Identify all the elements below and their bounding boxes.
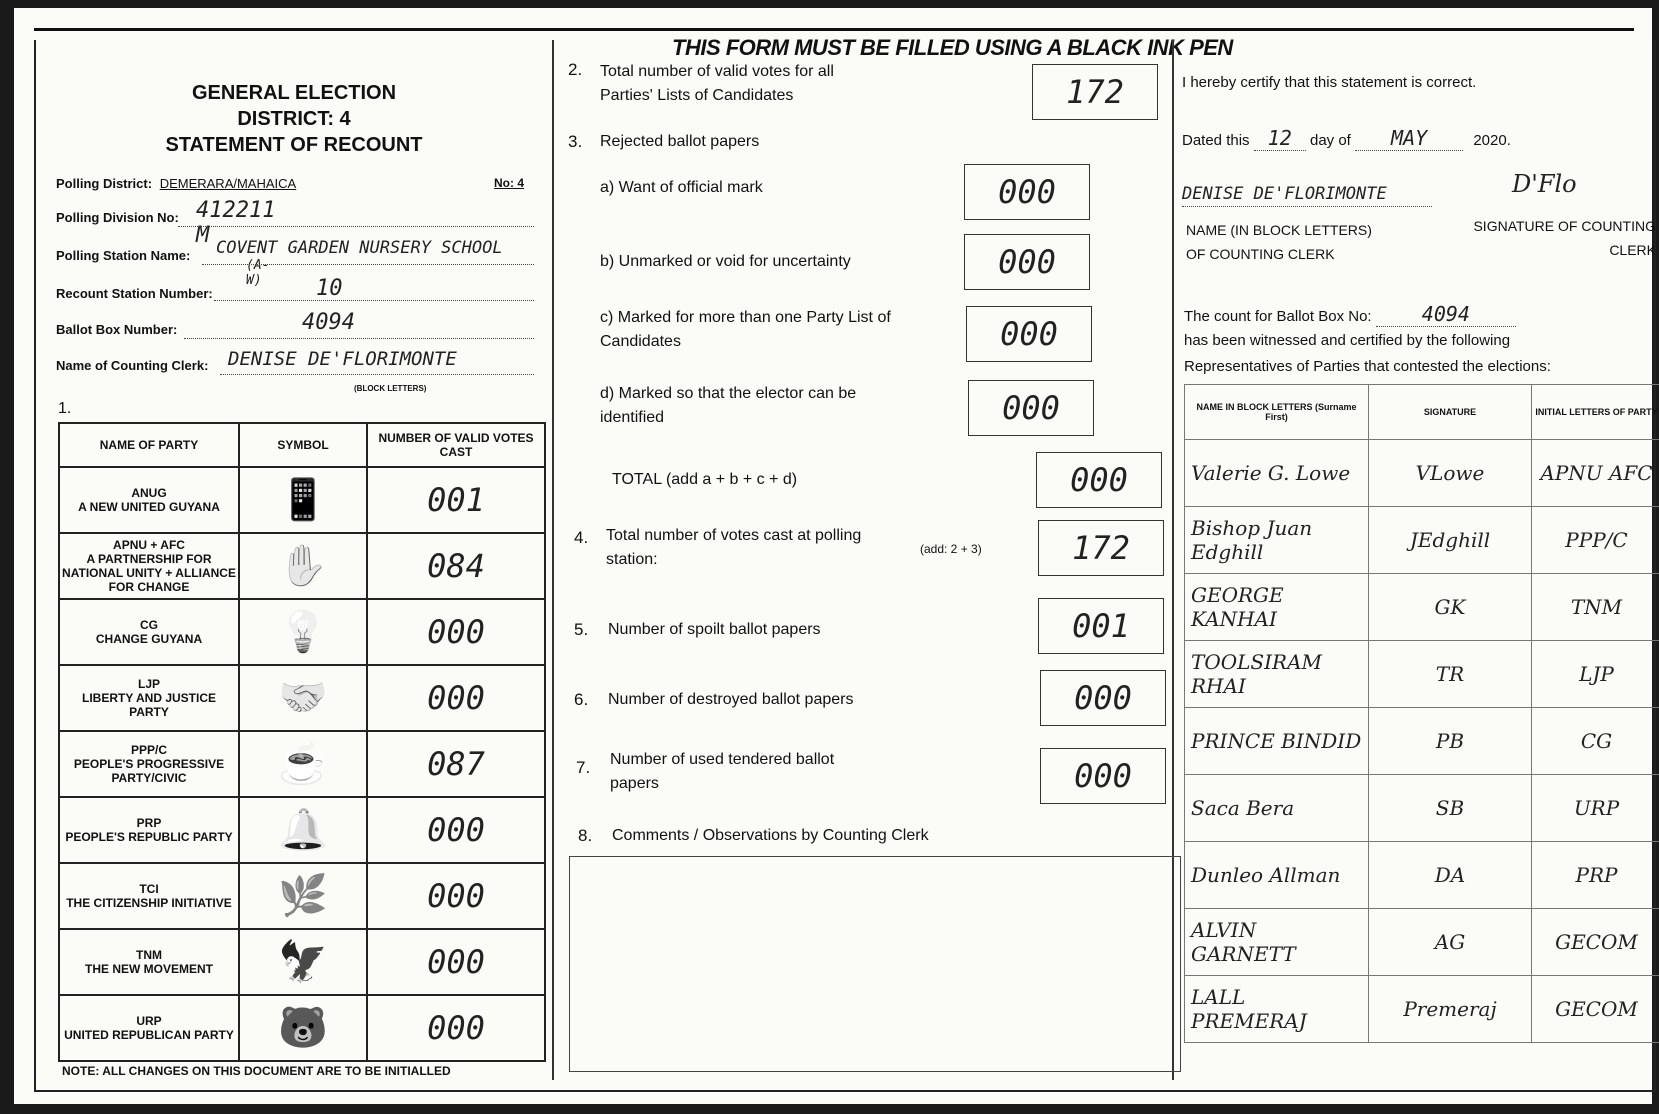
item-2-number: 2. [568,60,583,79]
recount-station-line [214,300,534,301]
party-abbr: LJP [137,677,160,691]
recount-station-value: 10 [316,276,343,301]
dated-label: Dated this [1182,132,1250,149]
item-4-line-2: station: [606,551,658,568]
item-3b-label: b) Unmarked or void for uncertainty [600,253,851,270]
item-4-value-box: 172 [1038,520,1164,576]
party-row [59,863,545,929]
section-1-number: 1. [58,400,72,417]
clerk-signature: D'Flo [1512,170,1577,198]
rep-party: APNU AFC [1532,440,1659,507]
party-votes-cell: 000 [367,599,545,665]
item-3d-line-1: d) Marked so that the elector can be [600,385,857,402]
party-name-cell [59,797,239,863]
rep-name: ALVIN GARNETT [1185,909,1369,976]
ballot-box-line [184,338,534,339]
party-full-name: THE CITIZENSHIP INITIATIVE [66,896,232,910]
rep-signature: JEdghill [1369,507,1532,574]
total-label: TOTAL (add a + b + c + d) [612,471,798,488]
dated-year: 2020. [1473,132,1511,149]
party-full-name: PEOPLE'S PROGRESSIVE PARTY/CIVIC [73,757,225,785]
polling-division-field [56,198,276,248]
header-party-name: NAME OF PARTY [59,423,239,467]
district-number: No: 4 [494,176,524,190]
rep-name: TOOLSIRAM RHAI [1185,641,1369,708]
party-full-name: UNITED REPUBLICAN PARTY [64,1028,234,1042]
polling-division-label: Polling Division No: [56,210,179,225]
party-votes-cell: 001 [367,467,545,533]
header-rep-party: INITIAL LETTERS OF PARTY [1532,385,1659,440]
rep-name: Valerie G. Lowe [1185,440,1369,507]
party-votes-cell: 000 [367,863,545,929]
item-3c-value-box: 000 [966,306,1092,362]
header-votes: NUMBER OF VALID VOTES CAST [367,423,545,467]
party-symbol-cell [239,665,367,731]
dated-row [1182,126,1511,150]
representatives-table [1184,384,1659,1043]
polling-station-label: Polling Station Name: [56,248,191,263]
party-abbr: CG [140,618,158,632]
party-votes-cell: 000 [367,929,545,995]
party-row [59,995,545,1061]
count-ballot-box-value: 4094 [1376,302,1516,327]
party-votes-cell: 000 [367,797,545,863]
rep-row [1185,574,1659,641]
party-row [59,665,545,731]
witness-statement [1184,328,1551,380]
rep-signature: VLowe [1369,440,1532,507]
party-row [59,533,545,599]
party-name-cell [59,467,239,533]
party-name-cell [59,995,239,1061]
polling-station-line [202,264,534,265]
party-symbol-cell [239,599,367,665]
foliage-icon: 🌿 [278,874,328,918]
count-ballot-box-row [1184,302,1516,326]
item-7-value-box: 000 [1040,748,1166,804]
item-3a-value-box: 000 [964,164,1090,220]
rep-signature: GK [1369,574,1532,641]
rep-signature: SB [1369,775,1532,842]
witness-line-2: Representatives of Parties that contested the elections: [1184,358,1551,375]
clerk-name-caption-2: OF COUNTING CLERK [1186,246,1335,262]
eagle-icon: 🦅 [278,940,328,984]
party-full-name: CHANGE GUYANA [95,632,203,646]
reps-header [1185,385,1659,440]
animal-icon: 🐻 [278,1006,328,1050]
item-5-value-box: 001 [1038,598,1164,654]
party-votes-cell: 087 [367,731,545,797]
rep-signature: PB [1369,708,1532,775]
party-abbr: PPP/C [130,743,167,757]
polling-division-line [178,226,534,227]
mobile-phone-icon: 📱 [278,478,328,522]
rep-signature: Premeraj [1369,976,1532,1043]
party-abbr: PRP [136,816,162,830]
count-ballot-box-label: The count for Ballot Box No: [1184,308,1372,325]
party-abbr: TNM [136,948,162,962]
party-votes-cell: 084 [367,533,545,599]
rep-row [1185,641,1659,708]
dated-month: MAY [1355,126,1463,151]
column-divider-left [552,40,554,1080]
party-votes-cell: 000 [367,665,545,731]
item-2-line-2: Parties' Lists of Candidates [600,87,794,104]
clerk-name-caption [1186,218,1372,266]
certify-text: I hereby certify that this statement is correct. [1182,74,1477,91]
item-3c-line-1: c) Marked for more than one Party List of [600,309,891,326]
rep-party: GECOM [1532,976,1659,1043]
polling-district-value: DEMERARA/MAHAICA [159,176,297,191]
rep-party: LJP [1532,641,1659,708]
item-8-label: Comments / Observations by Counting Clerk [612,827,929,844]
witness-line-1: has been witnessed and certified by the following [1184,332,1511,349]
rep-name: PRINCE BINDID [1185,708,1369,775]
title-line-1: GENERAL ELECTION [191,82,397,104]
handshake-icon: 🤝 [278,676,328,720]
item-3d-line-2: identified [600,409,665,426]
party-symbol-cell [239,995,367,1061]
rep-signature: TR [1369,641,1532,708]
clerk-sig-caption-1: SIGNATURE OF COUNTING [1473,218,1656,234]
bell-icon: 🔔 [278,808,328,852]
rep-name: GEORGE KANHAI [1185,574,1369,641]
item-5-label: Number of spoilt ballot papers [608,621,821,638]
rep-party: GECOM [1532,909,1659,976]
party-symbol-cell [239,797,367,863]
clerk-sig-caption [1424,214,1656,262]
party-abbr: APNU + AFC [113,538,185,552]
item-6-number: 6. [574,690,589,709]
rep-name: Saca Bera [1185,775,1369,842]
item-3-label: Rejected ballot papers [600,133,760,150]
item-5-number: 5. [574,620,589,639]
party-name-cell [59,533,239,599]
rep-signature: DA [1369,842,1532,909]
party-row [59,467,545,533]
party-row [59,731,545,797]
polling-division-value: 412211 M [196,198,276,248]
party-abbr: ANUG [131,486,167,500]
party-full-name: THE NEW MOVEMENT [85,962,213,976]
rep-name: LALL PREMERAJ [1185,976,1369,1043]
item-3d-value-box: 000 [968,380,1094,436]
party-name-cell [59,599,239,665]
item-4-label [606,524,861,572]
polling-station-value: COVENT GARDEN NURSERY SCHOOL [216,238,503,258]
item-2-line-1: Total number of valid votes for all [600,63,834,80]
item-4-number: 4. [574,528,589,547]
title-line-3: STATEMENT OF RECOUNT [165,134,423,156]
item-4-line-1: Total number of votes cast at polling [606,527,862,544]
title-line-2: DISTRICT: 4 [237,108,351,130]
item-3b-value-box: 000 [964,234,1090,290]
rep-party: TNM [1532,574,1659,641]
ballot-box-field [56,310,355,337]
counting-clerk-line [220,374,534,375]
item-2-value-box: 172 [1032,64,1158,120]
item-6-label: Number of destroyed ballot papers [608,691,854,708]
clerk-name-caption-1: NAME (IN BLOCK LETTERS) [1186,222,1372,238]
clerk-sig-caption-2: CLERK [1609,242,1656,258]
party-symbol-cell [239,533,367,599]
dated-day: 12 [1254,126,1306,151]
party-full-name: LIBERTY AND JUSTICE PARTY [81,691,216,719]
item-3a-label: a) Want of official mark [600,179,763,196]
block-letters-hint: (BLOCK LETTERS) [354,384,427,393]
party-row [59,929,545,995]
polling-station-sub: (A-W) [246,258,270,288]
party-name-cell [59,731,239,797]
rep-row [1185,708,1659,775]
banner-rule [34,28,1634,60]
rep-party: PPP/C [1532,507,1659,574]
item-7-line-2: papers [610,775,659,792]
rep-name: Dunleo Allman [1185,842,1369,909]
party-full-name: A PARTNERSHIP FOR NATIONAL UNITY + ALLIANCE FOR CHANGE [62,552,236,594]
initial-changes-note: NOTE: ALL CHANGES ON THIS DOCUMENT ARE TO BE INITIALLED [62,1064,451,1078]
rep-row [1185,909,1659,976]
rep-name: Bishop Juan Edghill [1185,507,1369,574]
clerk-name-handwritten: DENISE DE'FLORIMONTE [1182,184,1387,204]
clerk-name-line [1182,206,1432,207]
recount-station-label: Recount Station Number: [56,286,213,301]
party-full-name: PEOPLE'S REPUBLIC PARTY [65,830,233,844]
party-row [59,599,545,665]
header-rep-signature: SIGNATURE [1369,385,1532,440]
party-votes-cell: 000 [367,995,545,1061]
rep-row [1185,842,1659,909]
hand-key-icon: ✋ [278,544,328,588]
party-abbr: TCI [139,882,159,896]
party-table-header [59,423,545,467]
header-symbol: SYMBOL [239,423,367,467]
cup-icon: ☕ [278,742,328,786]
counting-clerk-label: Name of Counting Clerk: [56,358,209,373]
party-name-cell [59,665,239,731]
party-full-name: A NEW UNITED GUYANA [78,500,220,514]
comments-box [569,856,1181,1072]
rep-row [1185,507,1659,574]
total-value-box: 000 [1036,452,1162,508]
lightbulb-icon: 💡 [278,610,328,654]
form-sheet [14,8,1658,1104]
ballot-box-label: Ballot Box Number: [56,322,178,337]
item-2-label [600,60,834,108]
item-8-number: 8. [578,826,593,845]
polling-district-label: Polling District: [56,176,153,191]
party-symbol-cell [239,467,367,533]
day-of-label: day of [1309,132,1351,149]
party-name-cell [59,863,239,929]
rep-row [1185,976,1659,1043]
rep-row [1185,440,1659,507]
party-symbol-cell [239,731,367,797]
item-7-label [610,748,834,796]
party-abbr: URP [136,1014,162,1028]
rep-party: URP [1532,775,1659,842]
party-row [59,797,545,863]
party-symbol-cell [239,929,367,995]
item-7-number: 7. [576,758,591,777]
item-3c-label [600,306,891,354]
rep-row [1185,775,1659,842]
item-3c-line-2: Candidates [600,333,681,350]
polling-station-field [56,238,503,288]
header-rep-name: NAME IN BLOCK LETTERS (Surname First) [1185,385,1369,440]
item-6-value-box: 000 [1040,670,1166,726]
counting-clerk-value: DENISE DE'FLORIMONTE [228,348,457,370]
counting-clerk-field [56,348,457,373]
form-title [134,80,454,158]
polling-district-field [56,176,296,191]
rep-signature: AG [1369,909,1532,976]
rep-party: PRP [1532,842,1659,909]
rep-party: CG [1532,708,1659,775]
recount-station-field [56,276,343,301]
item-3d-label [600,382,856,430]
party-name-cell [59,929,239,995]
item-7-line-1: Number of used tendered ballot [610,751,835,768]
ballot-box-value: 4094 [302,310,355,335]
party-symbol-cell [239,863,367,929]
banner-text: THIS FORM MUST BE FILLED USING A BLACK INK PEN [664,35,1241,61]
item-3-number: 3. [568,132,583,151]
item-4-hint: (add: 2 + 3) [920,542,982,556]
party-votes-table [58,422,546,1062]
